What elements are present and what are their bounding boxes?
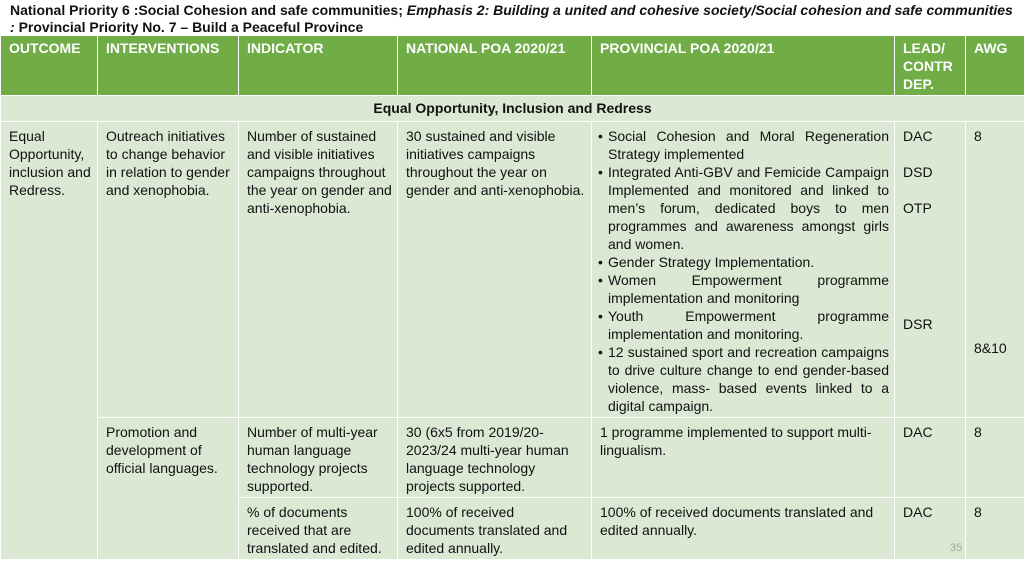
lead-dept: DSD <box>903 164 933 180</box>
provincial-poa-cell <box>592 122 895 418</box>
section-band: Equal Opportunity, Inclusion and Redress <box>1 96 1024 122</box>
lead-dept: DSR <box>903 316 933 332</box>
lead-cell: DAC <box>895 418 966 498</box>
lead-cell: DAC <box>895 498 966 560</box>
header-outcome: OUTCOME <box>1 36 98 96</box>
title-priority: National Priority 6 :Social Cohesion and safe communities; <box>10 2 407 18</box>
list-item: • Women Empowerment programme implementation and monitoring <box>598 271 889 307</box>
lead-cell <box>895 122 966 418</box>
indicator-cell: Number of multi-year human language technology projects supported. <box>239 418 398 498</box>
lead-dept: OTP <box>903 200 932 216</box>
section-band-row <box>1 96 1024 122</box>
national-poa-cell: 30 (6x5 from 2019/20-2023/24 multi-year human language technology projects supported. <box>398 418 592 498</box>
title-emphasis: Emphasis 2: Building a united and cohesive society/Social cohesion and safe communities : <box>10 2 1013 35</box>
header-awg: AWG <box>966 36 1024 96</box>
indicator-cell: % of documents received that are translated and edited. <box>239 498 398 560</box>
header-lead: LEAD/ CONTR DEP. <box>895 36 966 96</box>
awg-cell: 8 <box>966 498 1024 560</box>
list-item: • Youth Empowerment programme implementation and monitoring. <box>598 307 889 343</box>
header-interventions: INTERVENTIONS <box>98 36 239 96</box>
awg-value: 8 <box>974 128 982 144</box>
table-row <box>1 122 1024 418</box>
list-item: • 12 sustained sport and recreation campaigns to drive culture change to end gender-based violence, mass- based events linked to a digital campaign. <box>598 343 889 415</box>
list-item: • Gender Strategy Implementation. <box>598 253 889 271</box>
intervention-cell: Promotion and development of official languages. <box>98 418 239 560</box>
header-national-poa: NATIONAL POA 2020/21 <box>398 36 592 96</box>
national-poa-cell: 100% of received documents translated and edited annually. <box>398 498 592 560</box>
title-provincial-priority: Provincial Priority No. 7 – Build a Peaceful Province <box>18 19 364 35</box>
header-provincial-poa: PROVINCIAL POA 2020/21 <box>592 36 895 96</box>
intervention-cell: Outreach initiatives to change behavior in relation to gender and xenophobia. <box>98 122 239 418</box>
lead-dept: DAC <box>903 128 933 144</box>
awg-cell <box>966 122 1024 418</box>
indicator-cell: Number of sustained and visible initiatives campaigns throughout the year on gender and anti-xenophobia. <box>239 122 398 418</box>
provincial-poa-cell: 1 programme implemented to support multi-lingualism. <box>592 418 895 498</box>
outcome-cell: Equal Opportunity, inclusion and Redress. <box>1 122 98 560</box>
national-poa-cell: 30 sustained and visible initiatives campaigns throughout the year on gender and anti-xenophobia. <box>398 122 592 418</box>
list-item: • Integrated Anti-GBV and Femicide Campaign Implemented and monitored and linked to men’s forum, dedicated boys to men programmes and awareness amongst girls and women. <box>598 163 889 253</box>
page-number: 35 <box>950 542 963 554</box>
header-indicator: INDICATOR <box>239 36 398 96</box>
provincial-poa-cell: 100% of received documents translated and edited annually. <box>592 498 895 560</box>
header-row <box>1 36 1024 96</box>
poa-table <box>0 35 1024 560</box>
awg-cell: 8 <box>966 418 1024 498</box>
awg-value: 8&10 <box>974 340 1007 356</box>
table-row <box>1 418 1024 498</box>
list-item: • Social Cohesion and Moral Regeneration Strategy implemented <box>598 127 889 163</box>
slide-title <box>10 2 1020 36</box>
provincial-poa-list <box>598 127 889 415</box>
